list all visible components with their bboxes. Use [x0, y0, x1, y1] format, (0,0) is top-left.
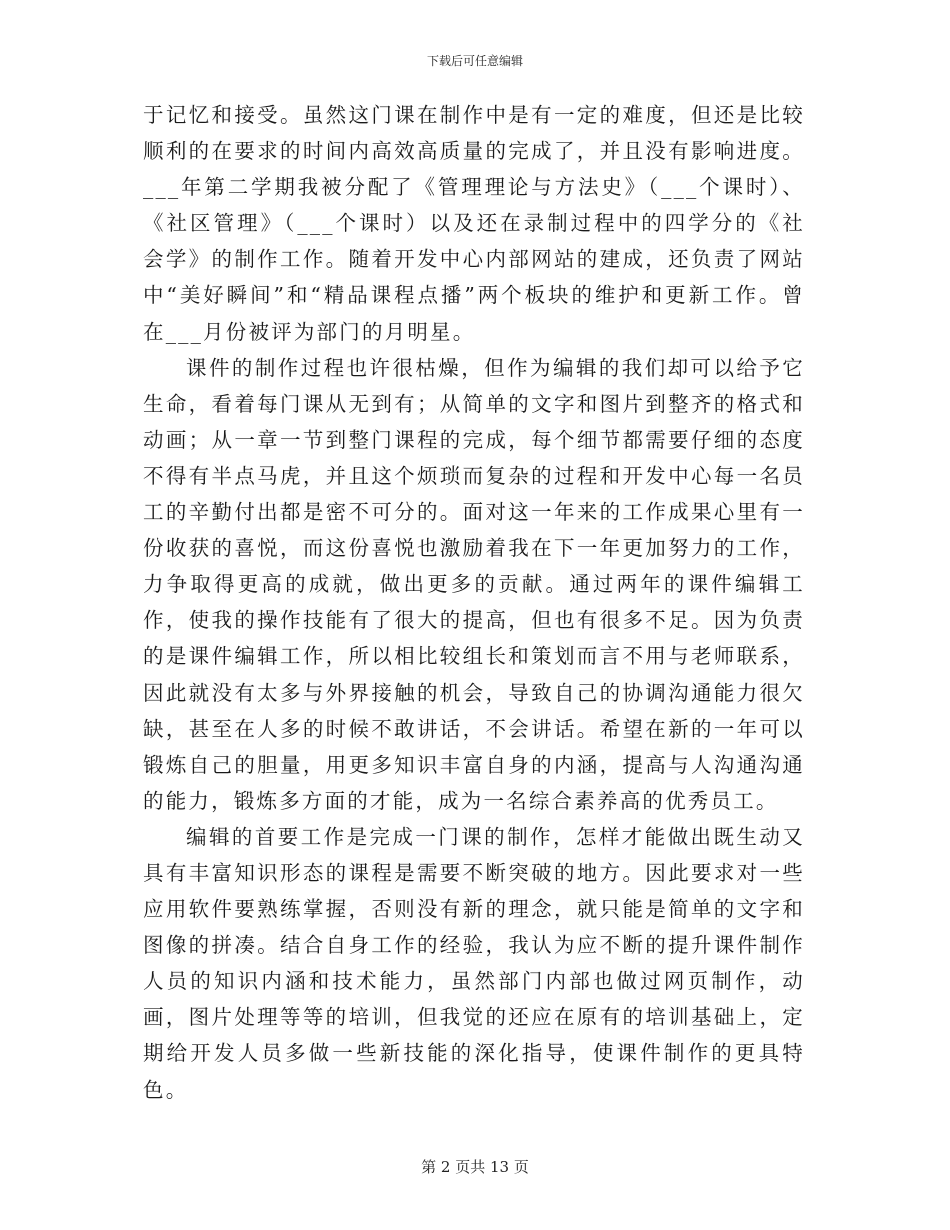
- paragraph-continuation: 于记忆和接受。虽然这门课在制作中是有一定的难度，但还是比较顺利的在要求的时间内高效高质量的完成了，并且没有影响进度。___年第二学期我被分配了《管理理论与方法史》（___个课时）、《社区管理》（___个课时）以及还在录制过程中的四学分的《社会学》的制作工作。随着开发中心内部网站的建成，还负责了网站中“美好瞬间”和“精品课程点播”两个板块的维护和更新工作。曾在___月份被评为部门的月明星。: [143, 103, 805, 344]
- page-header: 下载后可任意编辑: [426, 54, 523, 68]
- paragraph-editing-work: 编辑的首要工作是完成一门课的制作，怎样才能做出既生动又具有丰富知识形态的课程是需要不断突破的地方。因此要求对一些应用软件要熟练掌握，否则没有新的理念，就只能是简单的文字和图像的拼凑。结合自身工作的经验，我认为应不断的提升课件制作人员的知识内涵和技术能力，虽然部门内部也做过网页制作，动画，图片处理等等的培训，但我觉的还应在原有的培训基础上，定期给开发人员多做一些新技能的深化指导，使课件制作的更具特色。: [143, 824, 805, 1102]
- page-number-footer: 第 2 页共 13 页: [421, 1158, 529, 1176]
- paragraph-courseware-process: 课件的制作过程也许很枯燥，但作为编辑的我们却可以给予它生命，看着每门课从无到有；从简单的文字和图片到整齐的格式和动画；从一章一节到整门课程的完成，每个细节都需要仔细的态度不得有半点马虎，并且这个烦琐而复杂的过程和开发中心每一名员工的辛勤付出都是密不可分的。面对这一年来的工作成果心里有一份收获的喜悦，而这份喜悦也激励着我在下一年更加努力的工作，力争取得更高的成就，做出更多的贡献。通过两年的课件编辑工作，使我的操作技能有了很大的提高，但也有很多不足。因为负责的是课件编辑工作，所以相比较组长和策划而言不用与老师联系，因此就没有太多与外界接触的机会，导致自己的协调沟通能力很欠缺，甚至在人多的时候不敢讲话，不会讲话。希望在新的一年可以锻炼自己的胆量，用更多知识丰富自身的内涵，提高与人沟通沟通的能力，锻炼多方面的才能，成为一名综合素养高的优秀员工。: [143, 355, 805, 813]
- document-body: [143, 97, 805, 1108]
